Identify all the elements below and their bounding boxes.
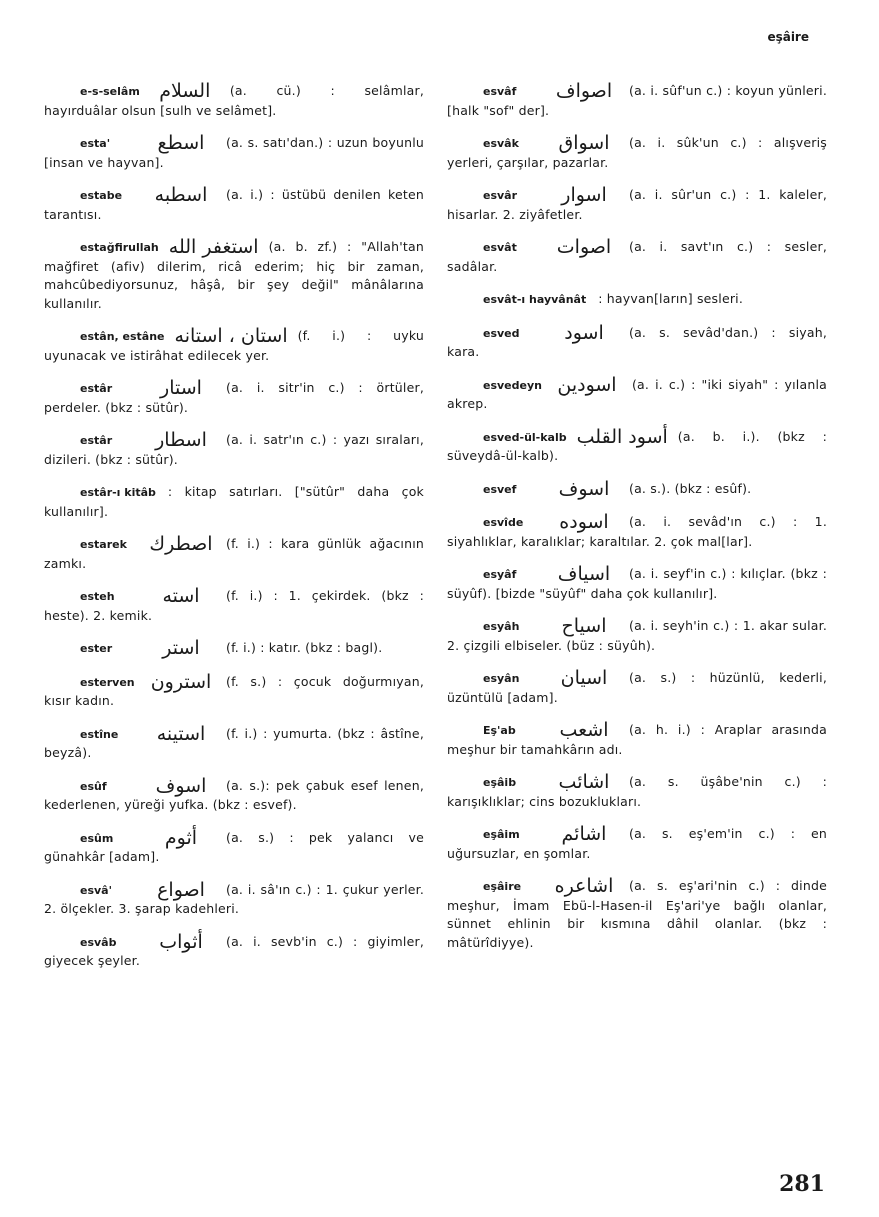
entry-definition: (a. b. zf.) : "Allah'tan mağfiret (afiv) dilerim, ricâ ederim; hiç bir zaman, mahcûbediyorsunuz, hâşâ, bir şey değil" mânâlarına kullanılır. bbox=[44, 239, 424, 311]
entry-arabic-script: اسياف bbox=[557, 563, 611, 585]
entry-headword: eşâim bbox=[483, 828, 520, 841]
entry-headword: estîne bbox=[80, 727, 119, 741]
entry-headword: estân, estâne bbox=[80, 330, 165, 343]
dictionary-entry bbox=[447, 513, 827, 551]
entry-arabic-script: استه bbox=[162, 585, 200, 607]
entry-definition: (a. cü.) : selâmlar, hayırduâlar olsun [sulh ve selâmet]. bbox=[44, 83, 424, 118]
entry-definition: (f. i.) : yumurta. (bkz : âstîne, beyzâ). bbox=[44, 725, 424, 760]
dictionary-entry bbox=[44, 639, 424, 659]
entry-arabic-script: اسيان bbox=[560, 667, 608, 689]
entry-definition: (a. i. sûr'un c.) : 1. kaleler, hisarlar. 2. ziyâfetler. bbox=[447, 187, 827, 222]
entry-definition: (f. i.) : 1. çekirdek. (bkz : heste). 2. kemik. bbox=[44, 588, 424, 623]
entry-headword: estâr bbox=[80, 434, 113, 447]
entry-arabic-script: أثواب bbox=[159, 930, 203, 953]
entry-definition: (a. i. c.) : "iki siyah" : yılanla akrep. bbox=[447, 376, 827, 411]
entry-definition: (a. b. i.). (bkz : süveydâ-ül-kalb). bbox=[447, 428, 827, 463]
entry-arabic-script: أسود القلب bbox=[576, 425, 668, 448]
entry-headword: esterven bbox=[80, 675, 135, 689]
entry-arabic-script: استار bbox=[160, 377, 202, 399]
entry-arabic-script: اصطرك bbox=[149, 533, 213, 555]
dictionary-entry bbox=[44, 535, 424, 573]
entry-definition: (a. s. satı'dan.) : uzun boyunlu [insan ve hayvan]. bbox=[44, 135, 424, 170]
entry-definition: (a. i. sevb'in c.) : giyimler, giyecek şeyler. bbox=[44, 933, 424, 968]
entry-definition: (a. s.): pek çabuk esef lenen, kederlenen, yüreği yufka. (bkz : esvef). bbox=[44, 777, 424, 812]
dictionary-entry bbox=[447, 321, 827, 362]
dictionary-entry bbox=[447, 290, 827, 310]
entry-arabic-script: اشائب bbox=[558, 771, 610, 793]
dictionary-entry bbox=[44, 379, 424, 417]
dictionary-entry bbox=[44, 327, 424, 365]
dictionary-entry bbox=[447, 373, 827, 414]
entry-headword: estabe bbox=[80, 189, 123, 202]
left-column bbox=[44, 82, 424, 985]
entry-arabic-script: استغفر الله bbox=[168, 236, 259, 258]
dictionary-entry bbox=[44, 587, 424, 625]
entry-arabic-script: اسود bbox=[564, 321, 604, 344]
entry-arabic-script: اسودين bbox=[557, 373, 617, 396]
entry-headword: eşâire bbox=[483, 880, 522, 893]
entry-definition: : hayvan[ların] sesleri. bbox=[598, 291, 744, 306]
entry-definition: (a. i. sûf'un c.) : koyun yünleri. [halk "sof" der]. bbox=[447, 83, 827, 118]
dictionary-entry bbox=[44, 826, 424, 867]
entry-definition: (a. i. sâ'ın c.) : 1. çukur yerler. 2. ölçekler. 3. şarap kadehleri. bbox=[44, 881, 424, 916]
entry-headword: Eş'ab bbox=[483, 724, 516, 737]
entry-headword: esvâ' bbox=[80, 883, 112, 897]
entry-definition: (f. s.) : çocuk doğurmıyan, kısır kadın. bbox=[44, 673, 424, 708]
dictionary-entry bbox=[447, 186, 827, 224]
entry-arabic-script: اسوده bbox=[559, 511, 609, 533]
entry-definition: (a. i. sitr'in c.) : örtüler, perdeler. (bkz : sütûr). bbox=[44, 380, 424, 415]
entry-definition: (a. i. seyf'in c.) : kılıçlar. (bkz : süyûf). [bizde "süyûf" daha çok kullanılır]. bbox=[447, 566, 827, 601]
dictionary-entry bbox=[447, 477, 827, 500]
entry-headword: esta' bbox=[80, 137, 111, 150]
entry-definition: (a. i. satr'ın c.) : yazı sıraları, dizileri. (bkz : sütûr). bbox=[44, 432, 424, 467]
entry-arabic-script: اسطع bbox=[157, 132, 205, 154]
entry-headword: esved-ül-kalb bbox=[483, 430, 567, 444]
entry-headword: estağfirullah bbox=[80, 241, 159, 254]
entry-arabic-script: اسطبه bbox=[154, 184, 208, 206]
entry-definition: : kitap satırları. ["sütûr" daha çok kullanılır]. bbox=[44, 484, 424, 519]
entry-headword: esteh bbox=[80, 590, 115, 603]
entry-arabic-script: السلام bbox=[159, 80, 211, 102]
entry-definition: (a. i. sûk'un c.) : alışveriş yerleri, çarşılar, pazarlar. bbox=[447, 135, 827, 170]
entry-definition: (a. s. üşâbe'nin c.) : karışıklıklar; cins bozuklukları. bbox=[447, 774, 827, 809]
entry-definition: (a. i. sevâd'ın c.) : 1. siyahlıklar, karalıklar; karaltılar. 2. çok mal[lar]. bbox=[447, 514, 827, 549]
entry-definition: (a. i. savt'ın c.) : sesler, sadâlar. bbox=[447, 239, 827, 274]
page-number: 281 bbox=[779, 1171, 825, 1197]
entry-definition: (a. s. eş'em'in c.) : en uğursuzlar, en şomlar. bbox=[447, 826, 827, 861]
entry-headword: esvedeyn bbox=[483, 378, 542, 392]
entry-headword: esvef bbox=[483, 482, 517, 496]
entry-headword: estarek bbox=[80, 538, 127, 551]
entry-headword: esvâr bbox=[483, 189, 518, 202]
entry-definition: (a. i.) : üstübü denilen keten tarantısı. bbox=[44, 187, 424, 222]
entry-definition: (a. i. seyh'in c.) : 1. akar sular. 2. çizgili elbiseler. (büz : süyûh). bbox=[447, 618, 827, 653]
right-column bbox=[447, 82, 827, 966]
dictionary-entry bbox=[44, 431, 424, 469]
entry-definition: (a. s.) : pek yalancı ve günahkâr [adam]. bbox=[44, 829, 424, 864]
entry-headword: e-s-selâm bbox=[80, 85, 140, 98]
entry-definition: (a. s. eş'ari'nin c.) : dinde meşhur, İmam Ebü-l-Hasen-il Eş'ari'ye bağlı olanlar, sünnet ehlinin bir kısmına dâhil olanlar. (bkz : mâtürîdiyye). bbox=[447, 878, 827, 950]
entry-headword: esvât bbox=[483, 241, 517, 254]
dictionary-entry bbox=[447, 238, 827, 276]
dictionary-entry bbox=[447, 617, 827, 655]
entry-definition: (f. i.) : kara günlük ağacının zamkı. bbox=[44, 536, 424, 571]
entry-definition: (f. i.) : uyku uyunacak ve istirâhat edilecek yer. bbox=[44, 328, 424, 363]
dictionary-entry bbox=[44, 670, 424, 711]
entry-headword: esvîde bbox=[483, 516, 524, 529]
entry-arabic-script: اصواف bbox=[555, 80, 613, 102]
entry-definition: (a. h. i.) : Araplar arasında meşhur bir tamahkârın adı. bbox=[447, 722, 827, 757]
dictionary-entry bbox=[447, 877, 827, 952]
dictionary-entry bbox=[447, 82, 827, 120]
running-header: eşâire bbox=[767, 30, 809, 44]
entry-headword: esvâk bbox=[483, 137, 519, 150]
entry-headword: estâr-ı kitâb bbox=[80, 486, 156, 499]
entry-arabic-script: اشاعره bbox=[554, 875, 614, 897]
dictionary-entry bbox=[44, 878, 424, 919]
entry-headword: esvât-ı hayvânât bbox=[483, 293, 587, 306]
entry-arabic-script: اسياح bbox=[561, 615, 607, 637]
dictionary-entry bbox=[44, 186, 424, 224]
entry-arabic-script: اسطار bbox=[155, 429, 207, 451]
entry-arabic-script: اسواق bbox=[558, 132, 610, 154]
dictionary-entry bbox=[447, 721, 827, 759]
entry-headword: esûm bbox=[80, 831, 114, 845]
entry-definition: (f. i.) : katır. (bkz : bagl). bbox=[226, 640, 383, 655]
dictionary-entry bbox=[44, 238, 424, 313]
entry-headword: esvâf bbox=[483, 85, 517, 98]
entry-headword: esyâh bbox=[483, 620, 520, 633]
entry-arabic-script: اسوار bbox=[561, 184, 607, 206]
entry-headword: esvâb bbox=[80, 935, 117, 949]
entry-arabic-script: اسوف bbox=[558, 477, 610, 500]
dictionary-entry bbox=[447, 134, 827, 172]
dictionary-entry bbox=[44, 82, 424, 120]
entry-arabic-script: اسوف bbox=[155, 774, 207, 797]
entry-arabic-script: استان ، استانه bbox=[174, 325, 288, 347]
entry-arabic-script: اشائم bbox=[561, 823, 607, 845]
entry-definition: (a. s.) : hüzünlü, kederli, üzüntülü [adam]. bbox=[447, 670, 827, 705]
entry-arabic-script: اشعب bbox=[559, 719, 609, 741]
entry-arabic-script: اصوات bbox=[556, 236, 612, 258]
entry-arabic-script: استر bbox=[162, 637, 200, 659]
dictionary-entry bbox=[44, 930, 424, 971]
dictionary-entry bbox=[44, 774, 424, 815]
entry-headword: esûf bbox=[80, 779, 107, 793]
dictionary-entry bbox=[447, 565, 827, 603]
entry-arabic-script: أثوم bbox=[164, 826, 198, 849]
entry-headword: esyâf bbox=[483, 568, 517, 581]
entry-headword: eşâib bbox=[483, 776, 517, 789]
entry-definition: (a. s.). (bkz : esûf). bbox=[629, 480, 752, 496]
entry-headword: esyân bbox=[483, 672, 520, 685]
dictionary-entry bbox=[44, 483, 424, 521]
dictionary-entry bbox=[447, 825, 827, 863]
dictionary-entry bbox=[447, 425, 827, 466]
entry-arabic-script: استرون bbox=[150, 670, 212, 693]
dictionary-entry bbox=[447, 669, 827, 707]
dictionary-entry bbox=[447, 773, 827, 811]
entry-headword: estâr bbox=[80, 382, 113, 395]
dictionary-entry bbox=[44, 722, 424, 763]
entry-arabic-script: استينه bbox=[156, 722, 206, 745]
entry-definition: (a. s. sevâd'dan.) : siyah, kara. bbox=[447, 324, 827, 359]
dictionary-entry bbox=[44, 134, 424, 172]
entry-arabic-script: اصواع bbox=[157, 878, 205, 901]
entry-headword: esved bbox=[483, 326, 520, 340]
entry-headword: ester bbox=[80, 642, 113, 655]
